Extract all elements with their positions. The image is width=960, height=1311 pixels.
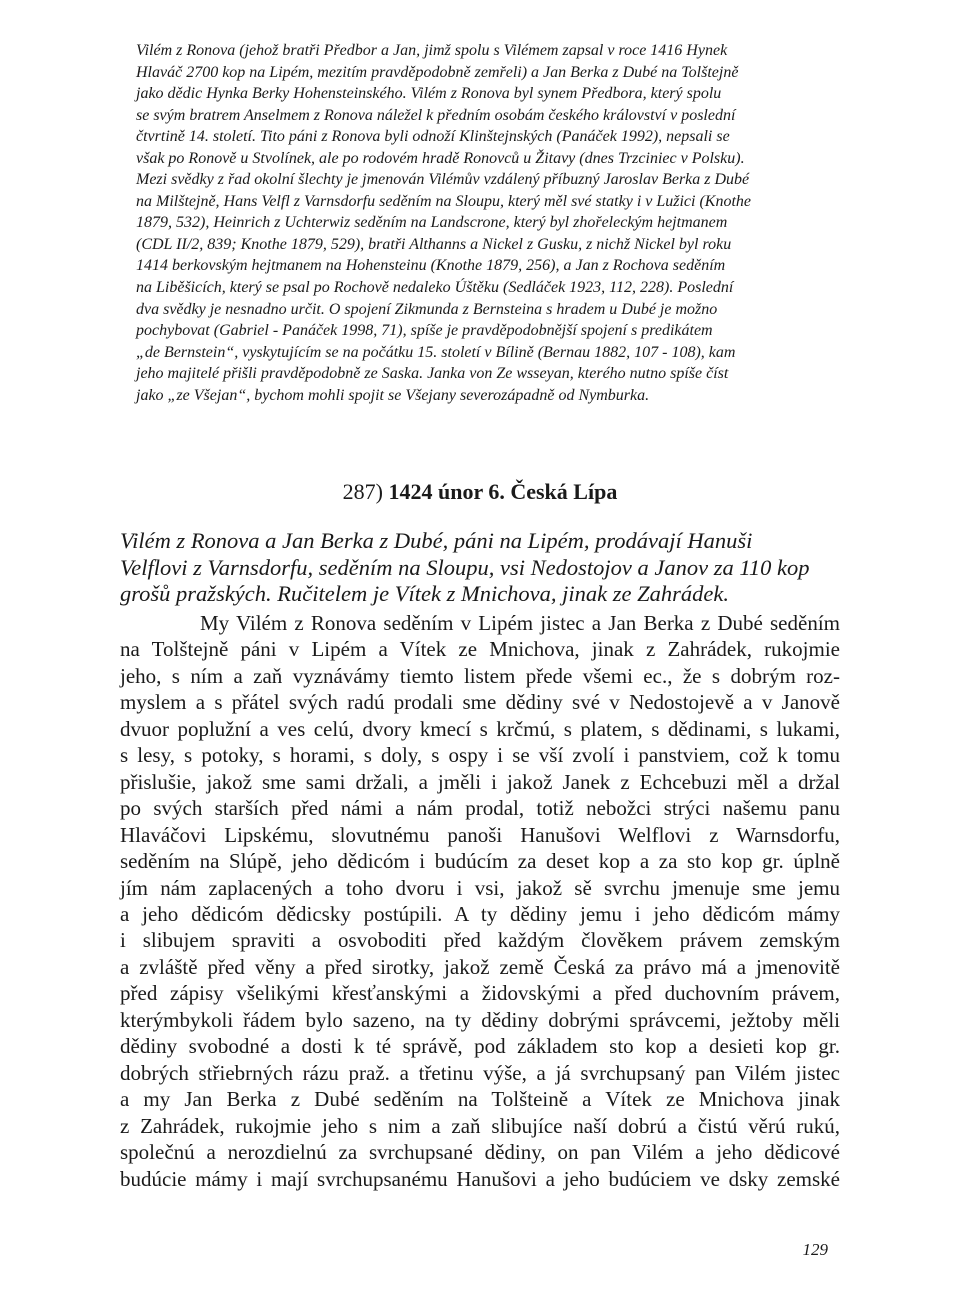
charter-text-line: z Zahrádek, rukojmie jeho s nim a zaň slibujíce naší dobrú a čistú věrú rukú,	[120, 1113, 840, 1138]
notes-line: čtvrtině 14. století. Tito páni z Ronova byli odnoží Klinštejnských (Panáček 1992), nepsali se	[136, 128, 730, 146]
charter-text-line: budúcie mámy i mají svrchupsanému Hanušovi a jeho budúciem ve dsky zemské	[120, 1166, 840, 1191]
charter-number: 287)	[342, 479, 383, 504]
charter-text-line: dobrých střiebrných rázu praž. a třetinu výše, a já svrchupsaný pan Vilém jistec	[120, 1060, 840, 1085]
notes-line: na Liběšicích, který se psal po Rochově nedaleko Úštěku (Sedláček 1923, 112, 228). Poslední	[136, 279, 734, 297]
notes-line: pochybovat (Gabriel - Panáček 1998, 71), spíše je pravděpodobnější spojení s predikátem	[136, 322, 713, 340]
notes-line: (CDL II/2, 839; Knothe 1879, 529), bratři Althanns a Nickel z Gusku, z nichž Nickel byl roku	[136, 235, 732, 253]
charter-text-line: My Vilém z Ronova seděním v Lipém jistec a Jan Berka z Dubé seděním	[200, 611, 840, 635]
charter-text-line: po svých starších před námi a nám prodal, totiž nebožci strýci našemu panu	[120, 796, 840, 821]
charter-text-line: na Tolštejně páni v Lipém a Vítek ze Mnichova, jinak z Zahrádek, rukojmie	[120, 637, 840, 662]
charter-place: Česká Lípa	[510, 479, 618, 504]
notes-line: dva svědky je nesnadno určit. O spojení Zikmunda z Bernsteina s hradem u Dubé je možno	[136, 300, 718, 318]
notes-line: 1414 berkovským hejtmanem na Hohensteinu (Knothe 1879, 256), a Jan z Rochova seděním	[136, 257, 726, 275]
charter-text-line: s lesy, s potoky, s horami, s doly, s ospy i se vší zvolí i panstviem, což k tomu	[120, 743, 840, 768]
charter-text-line: společnú a nerozdielnú za svrchupsané dědiny, on pan Vilém a jeho dědicové	[120, 1140, 840, 1165]
notes-line: jako dědic Hynka Berky Hohensteinského. Vilém z Ronova byl synem Předbora, který spolu	[136, 85, 722, 103]
notes-line: jako „ze Všejan“, bychom mohli spojit se Všejany severozápadně od Nymburka.	[136, 386, 650, 404]
regest-line: grošů pražských. Ručitelem je Vítek z Mnichova, jinak ze Zahrádek.	[120, 581, 730, 606]
notes-line: „de Bernstein“, vyskytujícím se na počátku 15. století v Bílině (Bernau 1882, 107 - 108), kam	[136, 343, 736, 361]
charter-text	[120, 610, 840, 1192]
notes-line: jeho majitelé přišli pravděpodobně ze Saska. Janka von Ze wsseyan, kterého nutno spíše číst	[136, 365, 729, 383]
charter-text-line: a jeho dědicóm dědicsky postúpili. A ty dědiny jemu i jeho dědicóm mámy	[120, 901, 840, 926]
charter-text-line: kterýmbykoli řádem bylo sazeno, na ty dědiny dobrými správcemi, ježtoby měli	[120, 1007, 840, 1032]
notes-line: se svým bratrem Anselmem z Ronova náležel k předním osobám českého království v poslední	[136, 106, 736, 124]
charter-text-line: myslem a s přátel svých radú prodali sme dědiny své v Nedostojevě a v Janově	[120, 690, 840, 715]
charter-heading	[0, 478, 960, 506]
charter-text-line: před zápisy všelikými křesťanskými a židovskými a před duchovním právem,	[120, 981, 840, 1006]
notes-line: však po Ronově u Stvolínek, ale po rodovém hradě Ronovců u Žitavy (dnes Trzciniec v Polsku).	[136, 149, 745, 167]
charter-text-line: a zvláště před věny a před sirotky, jakož země Česká za právo má a jmenovitě	[120, 954, 840, 979]
charter-text-line: dědiny svobodné a dosti k té správě, pod základem sto kop a desieti kop gr.	[120, 1034, 840, 1059]
page-number: 129	[802, 1240, 828, 1259]
notes-line: Mezi svědky z řad okolní šlechty je jmenován Vilémův vzdálený příbuzný Jaroslav Berka z Dubé	[136, 171, 750, 189]
charter-text-line: Hlaváčovi Lipskému, slovutnému panoši Hanušovi Welflovi z Warnsdorfu,	[120, 822, 840, 847]
notes-line: 1879, 532), Heinrich z Uchterwiz seděním na Landscrone, který byl zhořeleckým hejtmanem	[136, 214, 728, 232]
notes-line: Vilém z Ronova (jehož bratři Předbor a Jan, jimž spolu s Vilémem zapsal v roce 1416 Hynek	[136, 42, 728, 59]
charter-text-line: přislušie, jakož sme sami držali, a jměli i jakož Janek z Echcebuzi měl a držal	[120, 769, 840, 794]
regest-line: Velflovi z Varnsdorfu, seděním na Sloupu, vsi Nedostojov a Janov za 110 kop	[120, 554, 810, 580]
charter-date: 1424 únor 6.	[388, 479, 505, 504]
charter-text-line: jeho, s ním a zaň vyznávámy tiemto listem přede všemi ec., že s dobrým roz-	[120, 663, 840, 688]
regest-line: Vilém z Ronova a Jan Berka z Dubé, páni na Lipém, prodávají Hanuši	[120, 528, 753, 553]
notes-line: Hlaváč 2700 kop na Lipém, mezitím pravděpodobně zemřeli) a Jan Berka z Dubé na Tolštejně	[136, 63, 739, 81]
commentary-notes	[136, 40, 828, 406]
charter-regest	[120, 528, 840, 608]
charter-text-line: dvuor poplužní a ves celú, dvory kmecí s krčmú, s platem, s dědinami, s lukami,	[120, 716, 840, 741]
notes-line: na Milštejně, Hans Velfl z Varnsdorfu seděním na Sloupu, který měl své statky i v Lužici (Knothe	[136, 192, 752, 210]
charter-text-line: i slibujem spraviti a osvoboditi před každým člověkem právem zemským	[120, 928, 840, 953]
charter-text-line: jím nám zaplacených a toho dvoru i vsi, jakož sě svrchu jmenuje sme jemu	[120, 875, 840, 900]
charter-text-line: a my Jan Berka z Dubé seděním na Tolšteině a Vítek ze Mnichova jinak	[120, 1087, 840, 1112]
charter-text-line: seděním na Slúpě, jeho dědicóm i budúcím za deset kop a za sto kop gr. úplně	[120, 849, 840, 874]
